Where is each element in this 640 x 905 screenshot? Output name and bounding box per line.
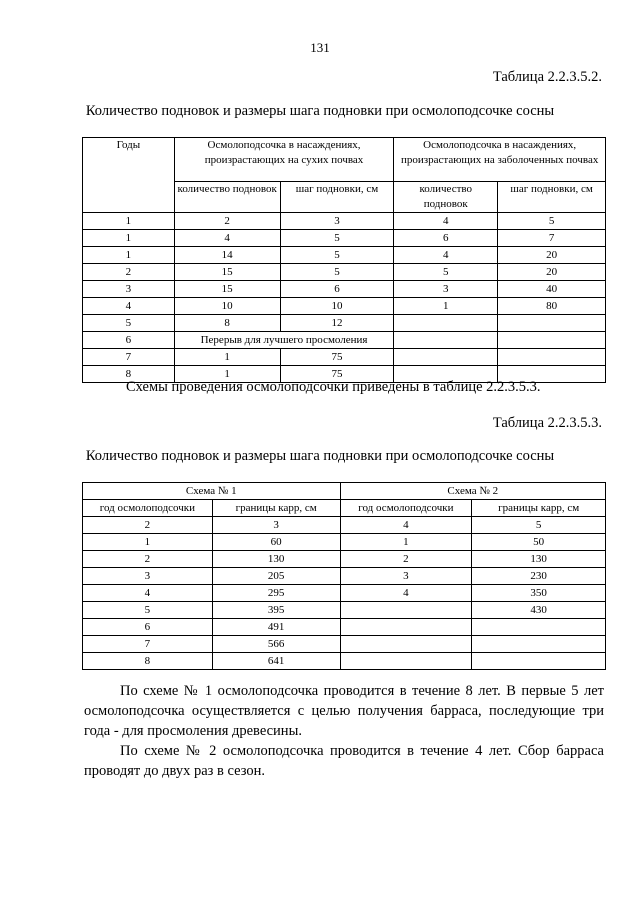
- table-row: [83, 653, 606, 670]
- table-cell: 15: [174, 281, 280, 298]
- table-cell: 10: [280, 298, 394, 315]
- table2-title: Количество подновок и размеры шага подновки при осмолоподсочке сосны: [85, 448, 555, 464]
- table2-numbering-row: [83, 517, 606, 534]
- table-cell: 1: [83, 213, 175, 230]
- table-cell: 10: [174, 298, 280, 315]
- table-row: [83, 315, 606, 332]
- table-cell: 4: [83, 585, 213, 602]
- table-row: [83, 619, 606, 636]
- table-cell: [498, 349, 606, 366]
- table-cell: 4: [394, 247, 498, 264]
- body-text: [84, 681, 604, 781]
- table-cell: 8: [83, 366, 175, 383]
- table-cell: 20: [498, 264, 606, 281]
- table-cell: 3: [280, 213, 394, 230]
- break-note-cell: Перерыв для лучшего просмоления: [174, 332, 394, 349]
- table-cell: 15: [174, 264, 280, 281]
- table2: [82, 482, 606, 670]
- page-number: 131: [310, 40, 330, 55]
- table-cell: 5: [472, 517, 606, 534]
- table-cell: 40: [498, 281, 606, 298]
- table-cell: 7: [83, 636, 213, 653]
- table-row: [83, 602, 606, 619]
- table-cell: 4: [394, 213, 498, 230]
- table-cell: 5: [280, 230, 394, 247]
- table-row: [83, 534, 606, 551]
- table-cell: 75: [280, 349, 394, 366]
- table-cell: [394, 332, 498, 349]
- table-cell: [340, 602, 472, 619]
- table1-header-step-dry: шаг подновки, см: [280, 182, 394, 213]
- table-cell: 12: [280, 315, 394, 332]
- table2-header-year1: год осмолоподсочки: [83, 500, 213, 517]
- table-cell: 1: [83, 534, 213, 551]
- table-cell: 6: [280, 281, 394, 298]
- table-row: [83, 636, 606, 653]
- table-cell: 60: [212, 534, 340, 551]
- table-cell: 1: [83, 230, 175, 247]
- table-cell: 20: [498, 247, 606, 264]
- table-cell: 3: [394, 281, 498, 298]
- table-cell: 4: [83, 298, 175, 315]
- table-row: [83, 585, 606, 602]
- table-cell: 295: [212, 585, 340, 602]
- table-cell: [340, 636, 472, 653]
- table-cell: [498, 332, 606, 349]
- table-row: [83, 230, 606, 247]
- table-cell: 350: [472, 585, 606, 602]
- table2-header-scheme1: Схема № 1: [83, 483, 341, 500]
- table-cell: 14: [174, 247, 280, 264]
- table-cell: 1: [340, 534, 472, 551]
- table-cell: 1: [174, 366, 280, 383]
- table-cell: 3: [212, 517, 340, 534]
- table-cell: [498, 315, 606, 332]
- table-cell: 2: [83, 551, 213, 568]
- table-cell: 75: [280, 366, 394, 383]
- paragraph: По схеме № 1 осмолоподсочка проводится в течение 8 лет. В первые 5 лет осмолоподсочка осуществляется с целью получения барраса, последующие три года - для просмоления древесины.: [84, 683, 604, 739]
- table2-header-bound1: границы карр, см: [212, 500, 340, 517]
- table-row: [83, 349, 606, 366]
- table-cell: 641: [212, 653, 340, 670]
- table-cell: 5: [280, 247, 394, 264]
- paragraph: По схеме № 2 осмолоподсочка проводится в течение 4 лет. Сбор барраса проводят до двух раз в сезон.: [84, 743, 604, 779]
- table-cell: 2: [83, 517, 213, 534]
- table-cell: 230: [472, 568, 606, 585]
- table-cell: 430: [472, 602, 606, 619]
- table-cell: 5: [394, 264, 498, 281]
- table-row: [83, 568, 606, 585]
- table-cell: 491: [212, 619, 340, 636]
- table-cell: 3: [340, 568, 472, 585]
- table-cell: 4: [174, 230, 280, 247]
- table-cell: 7: [498, 230, 606, 247]
- table-cell: 1: [174, 349, 280, 366]
- table-cell: 4: [340, 517, 472, 534]
- table1-break-row: [83, 332, 606, 349]
- table1-header-count-wet: количество подновок: [394, 182, 498, 213]
- table-row: [83, 298, 606, 315]
- table-row: [83, 551, 606, 568]
- table1: [82, 137, 606, 383]
- table-cell: [394, 315, 498, 332]
- table-cell: [472, 653, 606, 670]
- table-cell: 5: [83, 602, 213, 619]
- table-cell: 6: [83, 332, 175, 349]
- table-cell: 5: [83, 315, 175, 332]
- table1-header-dry-soils: Осмолоподсочка в насаждениях, произрастающих на сухих почвах: [174, 138, 394, 182]
- table1-label: Таблица 2.2.3.5.2.: [492, 69, 602, 85]
- table-cell: 7: [83, 349, 175, 366]
- table-cell: 50: [472, 534, 606, 551]
- table-cell: 5: [498, 213, 606, 230]
- between-text: Схемы проведения осмолоподсочки приведены в таблице 2.2.3.5.3.: [126, 379, 541, 395]
- table-cell: 6: [394, 230, 498, 247]
- table-cell: 8: [83, 653, 213, 670]
- table-cell: 205: [212, 568, 340, 585]
- table-cell: [472, 619, 606, 636]
- table-row: [83, 281, 606, 298]
- table-row: [83, 247, 606, 264]
- table1-title: Количество подновок и размеры шага подновки при осмолоподсочке сосны: [85, 103, 555, 119]
- table1-numbering-row: [83, 213, 606, 230]
- table-cell: 395: [212, 602, 340, 619]
- table-cell: 5: [280, 264, 394, 281]
- table-cell: [394, 349, 498, 366]
- table2-header-year2: год осмолоподсочки: [340, 500, 472, 517]
- table-cell: 3: [83, 281, 175, 298]
- table-cell: 8: [174, 315, 280, 332]
- table-row: [83, 264, 606, 281]
- table-cell: 566: [212, 636, 340, 653]
- table-cell: 1: [394, 298, 498, 315]
- table1-header-years: Годы: [83, 138, 175, 213]
- table2-header-scheme2: Схема № 2: [340, 483, 606, 500]
- table-cell: 6: [83, 619, 213, 636]
- table1-header-count-dry: количество подновок: [174, 182, 280, 213]
- table-cell: 3: [83, 568, 213, 585]
- table-cell: 130: [472, 551, 606, 568]
- table2-label: Таблица 2.2.3.5.3.: [492, 415, 602, 431]
- table-cell: [472, 636, 606, 653]
- table-cell: 2: [174, 213, 280, 230]
- table-cell: 1: [83, 247, 175, 264]
- table2-header-bound2: границы карр, см: [472, 500, 606, 517]
- table-cell: 80: [498, 298, 606, 315]
- table1-header-step-wet: шаг подновки, см: [498, 182, 606, 213]
- table-cell: 130: [212, 551, 340, 568]
- table-cell: 4: [340, 585, 472, 602]
- table1-header-wet-soils: Осмолоподсочка в насаждениях, произрастающих на заболоченных почвах: [394, 138, 606, 182]
- table-cell: [340, 653, 472, 670]
- table-cell: 2: [340, 551, 472, 568]
- table-cell: [340, 619, 472, 636]
- table-cell: 2: [83, 264, 175, 281]
